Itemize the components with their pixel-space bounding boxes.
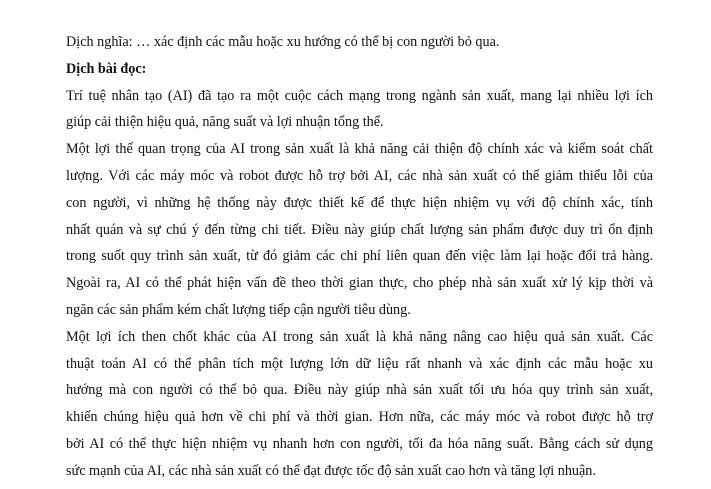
section-heading: Dịch bài đọc: xyxy=(66,60,147,77)
paragraph-line: con người, vì những hệ thống này được thiết kế để thực hiện nhiệm vụ với độ chính xác, tính xyxy=(66,194,653,211)
paragraph-1 xyxy=(66,83,653,137)
paragraph-line: sức mạnh của AI, các nhà sản xuất có thể đạt được tốc độ sản xuất cao hơn và tăng lợi nhuận. xyxy=(66,462,596,479)
paragraph-line: hướng mà con người có thể bỏ qua. Điều này giúp nhà sản xuất tối ưu hóa quy trình sản xuất, xyxy=(66,382,653,399)
paragraph-line: ngăn các sản phẩm kém chất lượng tiếp cận người tiêu dùng. xyxy=(66,301,411,318)
paragraph-line: Một lợi ích then chốt khác của AI trong sản xuất là khả năng nâng cao hiệu quả sản xuất. Các xyxy=(66,328,653,345)
translation-note: Dịch nghĩa: … xác định các mẫu hoặc xu hướng có thể bị con người bỏ qua. xyxy=(66,34,500,50)
paragraph-line: giúp cải thiện hiệu quả, năng suất và lợi nhuận tổng thể. xyxy=(66,114,384,131)
paragraph-line: Ngoài ra, AI có thể phát hiện vấn đề theo thời gian thực, cho phép nhà sản xuất xử lý kịp thời và xyxy=(66,275,653,292)
paragraph-line: thuật toán AI có thể phân tích một lượng lớn dữ liệu rất nhanh và xác định các mẫu hoặc xu xyxy=(66,355,653,372)
paragraph-line: nhất quán và sự chú ý đến từng chi tiết. Điều này giúp chất lượng sản phẩm được duy trì ổn định xyxy=(66,221,653,238)
paragraph-line: trong suốt quy trình sản xuất, từ đó giảm các chi phí liên quan đến việc làm lại hoặc đổi trả hàng. xyxy=(66,248,653,265)
paragraph-line: Trí tuệ nhân tạo (AI) đã tạo ra một cuộc cách mạng trong ngành sản xuất, mang lại nhiều lợi ích xyxy=(66,87,653,104)
paragraph-line: Một lợi thế quan trọng của AI trong sản xuất là khả năng cải thiện độ chính xác và kiểm soát chất xyxy=(66,141,653,158)
paragraph-line: lượng. Với các máy móc và robot được hỗ trợ bởi AI, các nhà sản xuất có thể giảm thiểu lỗi của xyxy=(66,167,653,184)
paragraph-line: khiến chúng hiệu quả hơn về chi phí và thời gian. Hơn nữa, các máy móc và robot được hỗ trợ xyxy=(66,409,653,426)
paragraph-2 xyxy=(66,136,653,324)
paragraph-line: bởi AI có thể thực hiện nhiệm vụ nhanh hơn con người, tối đa hóa năng suất. Bằng cách sử dụng xyxy=(66,435,653,452)
paragraph-3 xyxy=(66,324,653,485)
